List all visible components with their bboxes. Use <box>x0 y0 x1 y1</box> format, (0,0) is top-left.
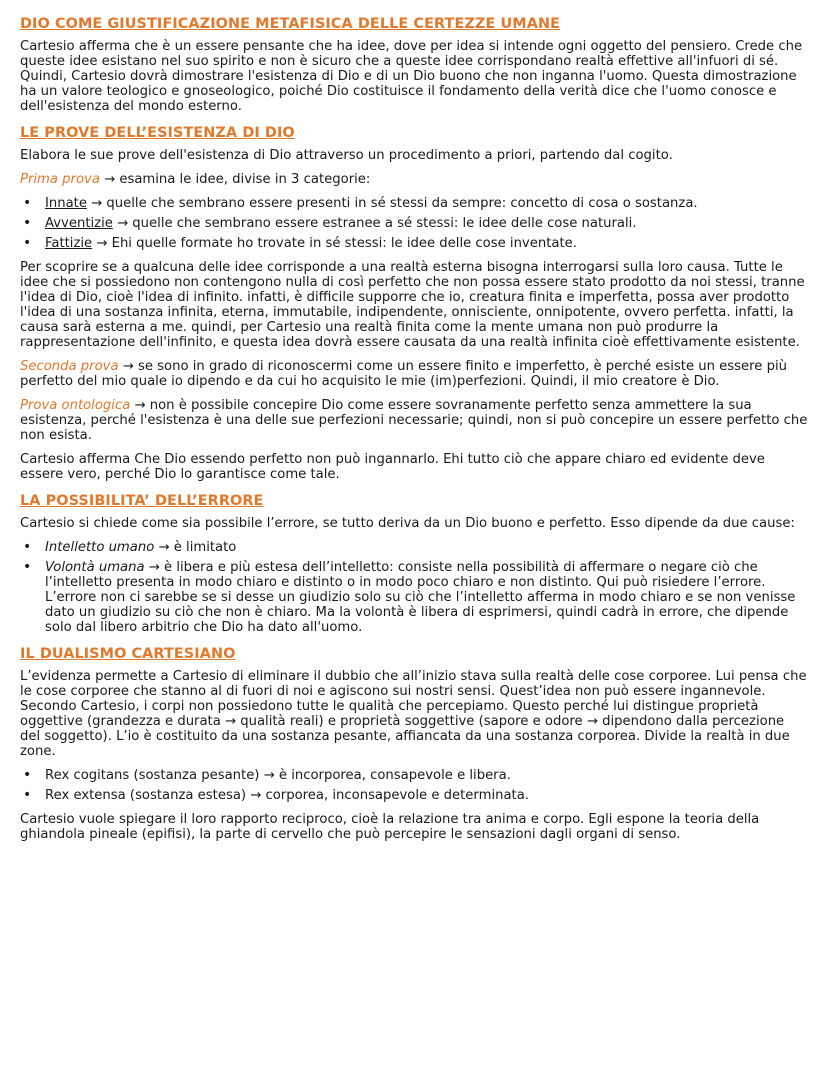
list-item <box>45 216 808 231</box>
prova-text: → non è possibile concepire Dio come essere sovranamente perfetto senza ammettere la sua esistenza, perché l'esistenza è una delle sue perfezioni necessarie; quindi, non si può concepire un essere perfetto che non esista. <box>20 398 808 443</box>
section-title: LA POSSIBILITA’ DELL’ERRORE <box>20 493 264 509</box>
list-item: • Rex extensa (sostanza estesa) → corporea, inconsapevole e determinata. <box>45 788 808 803</box>
prova-label: Prima prova <box>20 172 100 187</box>
category-label: Avventizie <box>45 216 113 231</box>
section-prove-esistenza <box>20 124 808 482</box>
paragraph: Elabora le sue prove dell'esistenza di Dio attraverso un procedimento a priori, partendo dal cogito. <box>20 148 673 163</box>
prova-text: → se sono in grado di riconoscermi come un essere finito e imperfetto, è perché esiste un essere più perfetto del mio quale io dipendo e da cui ho acquisito le mie (im)perfezioni. Quindi, il mio creatore è Dio. <box>20 359 787 389</box>
seconda-prova <box>20 359 808 389</box>
section-title: IL DUALISMO CARTESIANO <box>20 646 236 662</box>
prova-label: Prova ontologica <box>20 398 131 413</box>
prova-label: Seconda prova <box>20 359 119 374</box>
cause-label: Intelletto umano <box>45 540 155 555</box>
cause-list <box>20 540 808 635</box>
section-title: DIO COME GIUSTIFICAZIONE METAFISICA DELLE CERTEZZE UMANE <box>20 16 561 32</box>
cause-text: → è limitato <box>154 540 237 555</box>
category-label: Fattizie <box>45 236 93 251</box>
category-text: → quelle che sembrano essere estranee a sé stessi: le idee delle cose naturali. <box>112 216 637 231</box>
list-item: • Rex cogitans (sostanza pesante) → è incorporea, consapevole e libera. <box>45 768 808 783</box>
category-text: → quelle che sembrano essere presenti in sé stessi da sempre: concetto di cosa o sostanza. <box>86 196 698 211</box>
cause-text: → è libera e più estesa dell’intelletto: consiste nella possibilità di affermare o negare ciò che l’intelletto presenta in modo chiaro e distinto o in modo poco chiaro e non distinto. Qui può risiedere l’errore. L’errore non ci sarebbe se si desse un giudizio solo su ciò che l’intelletto afferma in modo chiaro e se non venisse dato un giudizio su ciò che non è chiaro. Ma la volontà è libera di esprimersi, quindi cadrà in errore, che dipende solo dal libero arbitrio che Dio ha dato all'uomo. <box>45 560 796 635</box>
section-possibilita-errore <box>20 492 808 635</box>
category-label: Innate <box>45 196 87 211</box>
paragraph: Cartesio vuole spiegare il loro rapporto reciproco, cioè la relazione tra anima e corpo. Egli espone la teoria della ghiandola pineale (epifisi), la parte di cervello che può percepire le sensazioni dagli organi di senso. <box>20 812 760 842</box>
category-text: → Ehi quelle formate ho trovate in sé stessi: le idee delle cose inventate. <box>92 236 577 251</box>
prima-prova <box>20 172 808 187</box>
section-title: LE PROVE DELL’ESISTENZA DI DIO <box>20 125 295 141</box>
prova-text: → esamina le idee, divise in 3 categorie: <box>99 172 371 187</box>
categorie-list <box>20 196 808 251</box>
cause-label: Volontà umana <box>45 560 145 575</box>
paragraph: Cartesio si chiede come sia possibile l’errore, se tutto deriva da un Dio buono e perfetto. Esso dipende da due cause: <box>20 516 795 531</box>
paragraph: Cartesio afferma che è un essere pensante che ha idee, dove per idea si intende ogni oggetto del pensiero. Crede che queste idee esistano nel suo spirito e non è sicuro che a queste idee corrispondano realtà effettive all'infuori di sé. Quindi, Cartesio dovrà dimostrare l'esistenza di Dio e di un Dio buono che non inganna l'uomo. Questa dimostrazione ha un valore teologico e gnoseologico, poiché Dio costituisce il fondamento della verità dice che l'uomo conosce e dell'esistenza del mondo esterno. <box>20 39 803 114</box>
list-item <box>45 540 808 555</box>
list-item <box>45 196 808 211</box>
section-dio-giustificazione <box>20 15 808 114</box>
prova-ontologica <box>20 398 808 443</box>
section-dualismo-cartesiano <box>20 645 808 842</box>
paragraph: Cartesio afferma Che Dio essendo perfetto non può ingannarlo. Ehi tutto ciò che appare chiaro ed evidente deve essere vero, perché Dio lo garantisce come tale. <box>20 452 765 482</box>
paragraph: Per scoprire se a qualcuna delle idee corrisponde a una realtà esterna bisogna interrogarsi sulla loro causa. Tutte le idee che si possiedono non contengono nulla di così perfetto che non possa essere stato prodotto da noi stessi, tranne l'idea di Dio, cioè l'idea di infinito. infatti, è difficile supporre che io, creatura finita e imperfetta, possa aver prodotto l'idea di una sostanza infinita, eterna, immutabile, indipendente, onnisciente, onnipotente, ovvero perfetta. infatti, la causa sarà esterna a me. quindi, per Cartesio una realtà finita come la mente umana non può produrre la rappresentazione dell'infinito, e questa idea dovrà essere causata da una realtà infinita cioè effettivamente esistente. <box>20 260 805 350</box>
list-item <box>45 560 808 635</box>
res-list <box>20 768 808 803</box>
list-item <box>45 236 808 251</box>
paragraph: L’evidenza permette a Cartesio di eliminare il dubbio che all’inizio stava sulla realtà delle cose corporee. Lui pensa che le cose corporee che stanno al di fuori di noi e agiscono sui nostri sensi. Quest’idea non può essere ingannevole. Secondo Cartesio, i corpi non possiedono tutte le qualità che percepiamo. Questo perché lui distingue proprietà oggettive (grandezza e durata → qualità reali) e proprietà soggettive (sapore e odore → dipendono dalla percezione del soggetto). L’io è costituito da una sostanza pesante, affiancata da una sostanza corporea. Divide la realtà in due zone. <box>20 669 807 759</box>
